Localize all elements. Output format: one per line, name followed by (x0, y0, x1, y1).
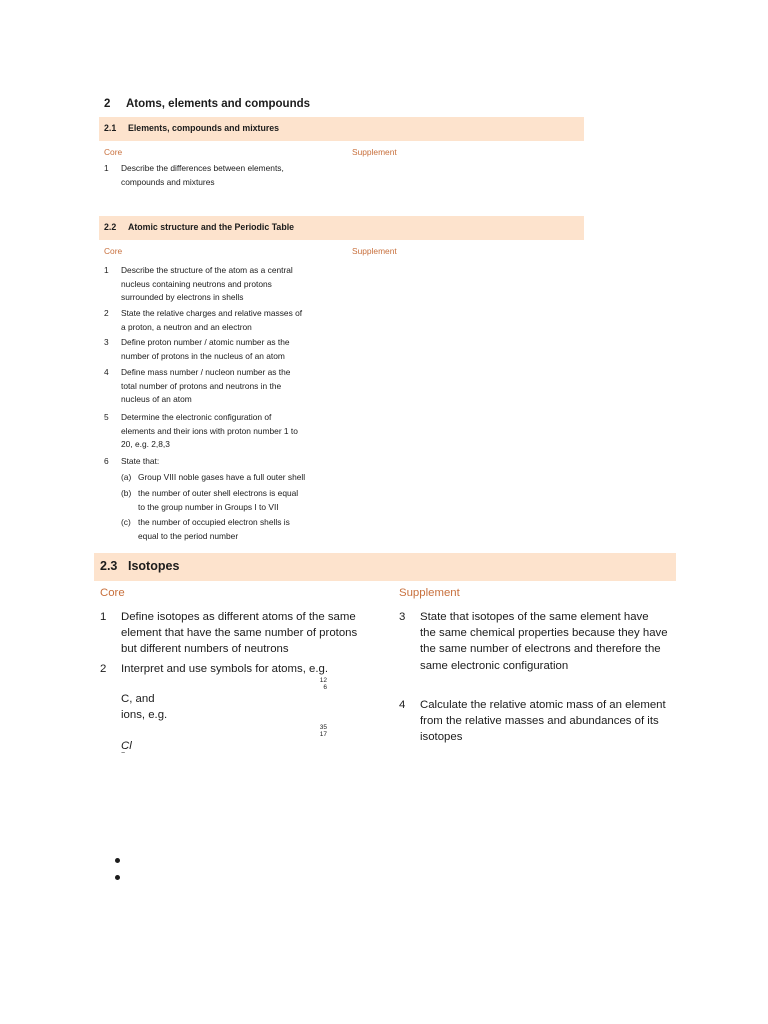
list-item: 4 Calculate the relative atomic mass of an element from the relative masses and abundances of its isotopes (399, 699, 666, 744)
section-number: 2.1 (104, 123, 117, 133)
section-2-3-header (94, 553, 676, 581)
sub-list-item: (c) the number of occupied electron shells is equal to the period number (121, 517, 290, 542)
list-item: 2 Interpret and use symbols for atoms, e.g. 12 6 C, and ions, e.g. 35 17 Cl − (100, 663, 329, 757)
section-2-1-header (99, 117, 584, 141)
core-label: Core (104, 246, 123, 256)
section-title: Atomic structure and the Periodic Table (128, 222, 295, 232)
list-item: 4 Define mass number / nucleon number as the total number of protons and neutrons in the nucleus of an atom (104, 367, 291, 404)
list-item: 6 State that: (104, 456, 160, 466)
supplement-label: Supplement (352, 246, 397, 256)
section-2-2-header (99, 216, 584, 240)
chapter-title (104, 98, 310, 110)
list-item: 2 State the relative charges and relative masses of a proton, a neutron and an electron (104, 308, 303, 332)
section-title: Isotopes (128, 559, 180, 573)
sub-list-item: (b) the number of outer shell electrons is equal to the group number in Groups I to VII (121, 488, 299, 513)
list-item: 1 Describe the differences between elements, compounds and mixtures (104, 163, 284, 187)
isotope-symbol-chlorine: 35 17 (319, 723, 328, 738)
sub-list-item: (a) Group VIII noble gases have a full outer shell (121, 472, 306, 482)
chapter-number: 2 (104, 98, 111, 110)
core-label: Core (100, 587, 125, 599)
supplement-label: Supplement (352, 147, 397, 157)
section-number: 2.2 (104, 222, 117, 232)
list-item: 1 Describe the structure of the atom as a central nucleus containing neutrons and protons surrounded by electrons in shells (104, 265, 293, 302)
list-item: 3 Define proton number / atomic number as the number of protons in the nucleus of an atom (104, 337, 290, 361)
section-number: 2.3 (100, 559, 118, 573)
list-item: 5 Determine the electronic configuration of elements and their ions with proton number 1 to 20, e.g. 2,8,3 (104, 412, 298, 449)
chapter-title-text: Atoms, elements and compounds (126, 98, 311, 110)
isotope-symbol-carbon: 12 6 (319, 677, 328, 692)
core-label: Core (104, 147, 123, 157)
section-title: Elements, compounds and mixtures (128, 123, 280, 133)
supplement-label: Supplement (399, 587, 460, 599)
list-item: 3 State that isotopes of the same element have the same chemical properties because they have the same number of electrons and therefore the same electronic configuration (399, 611, 668, 672)
list-item: 1 Define isotopes as different atoms of the same element that have the same number of protons but different numbers of neutrons (100, 611, 358, 656)
